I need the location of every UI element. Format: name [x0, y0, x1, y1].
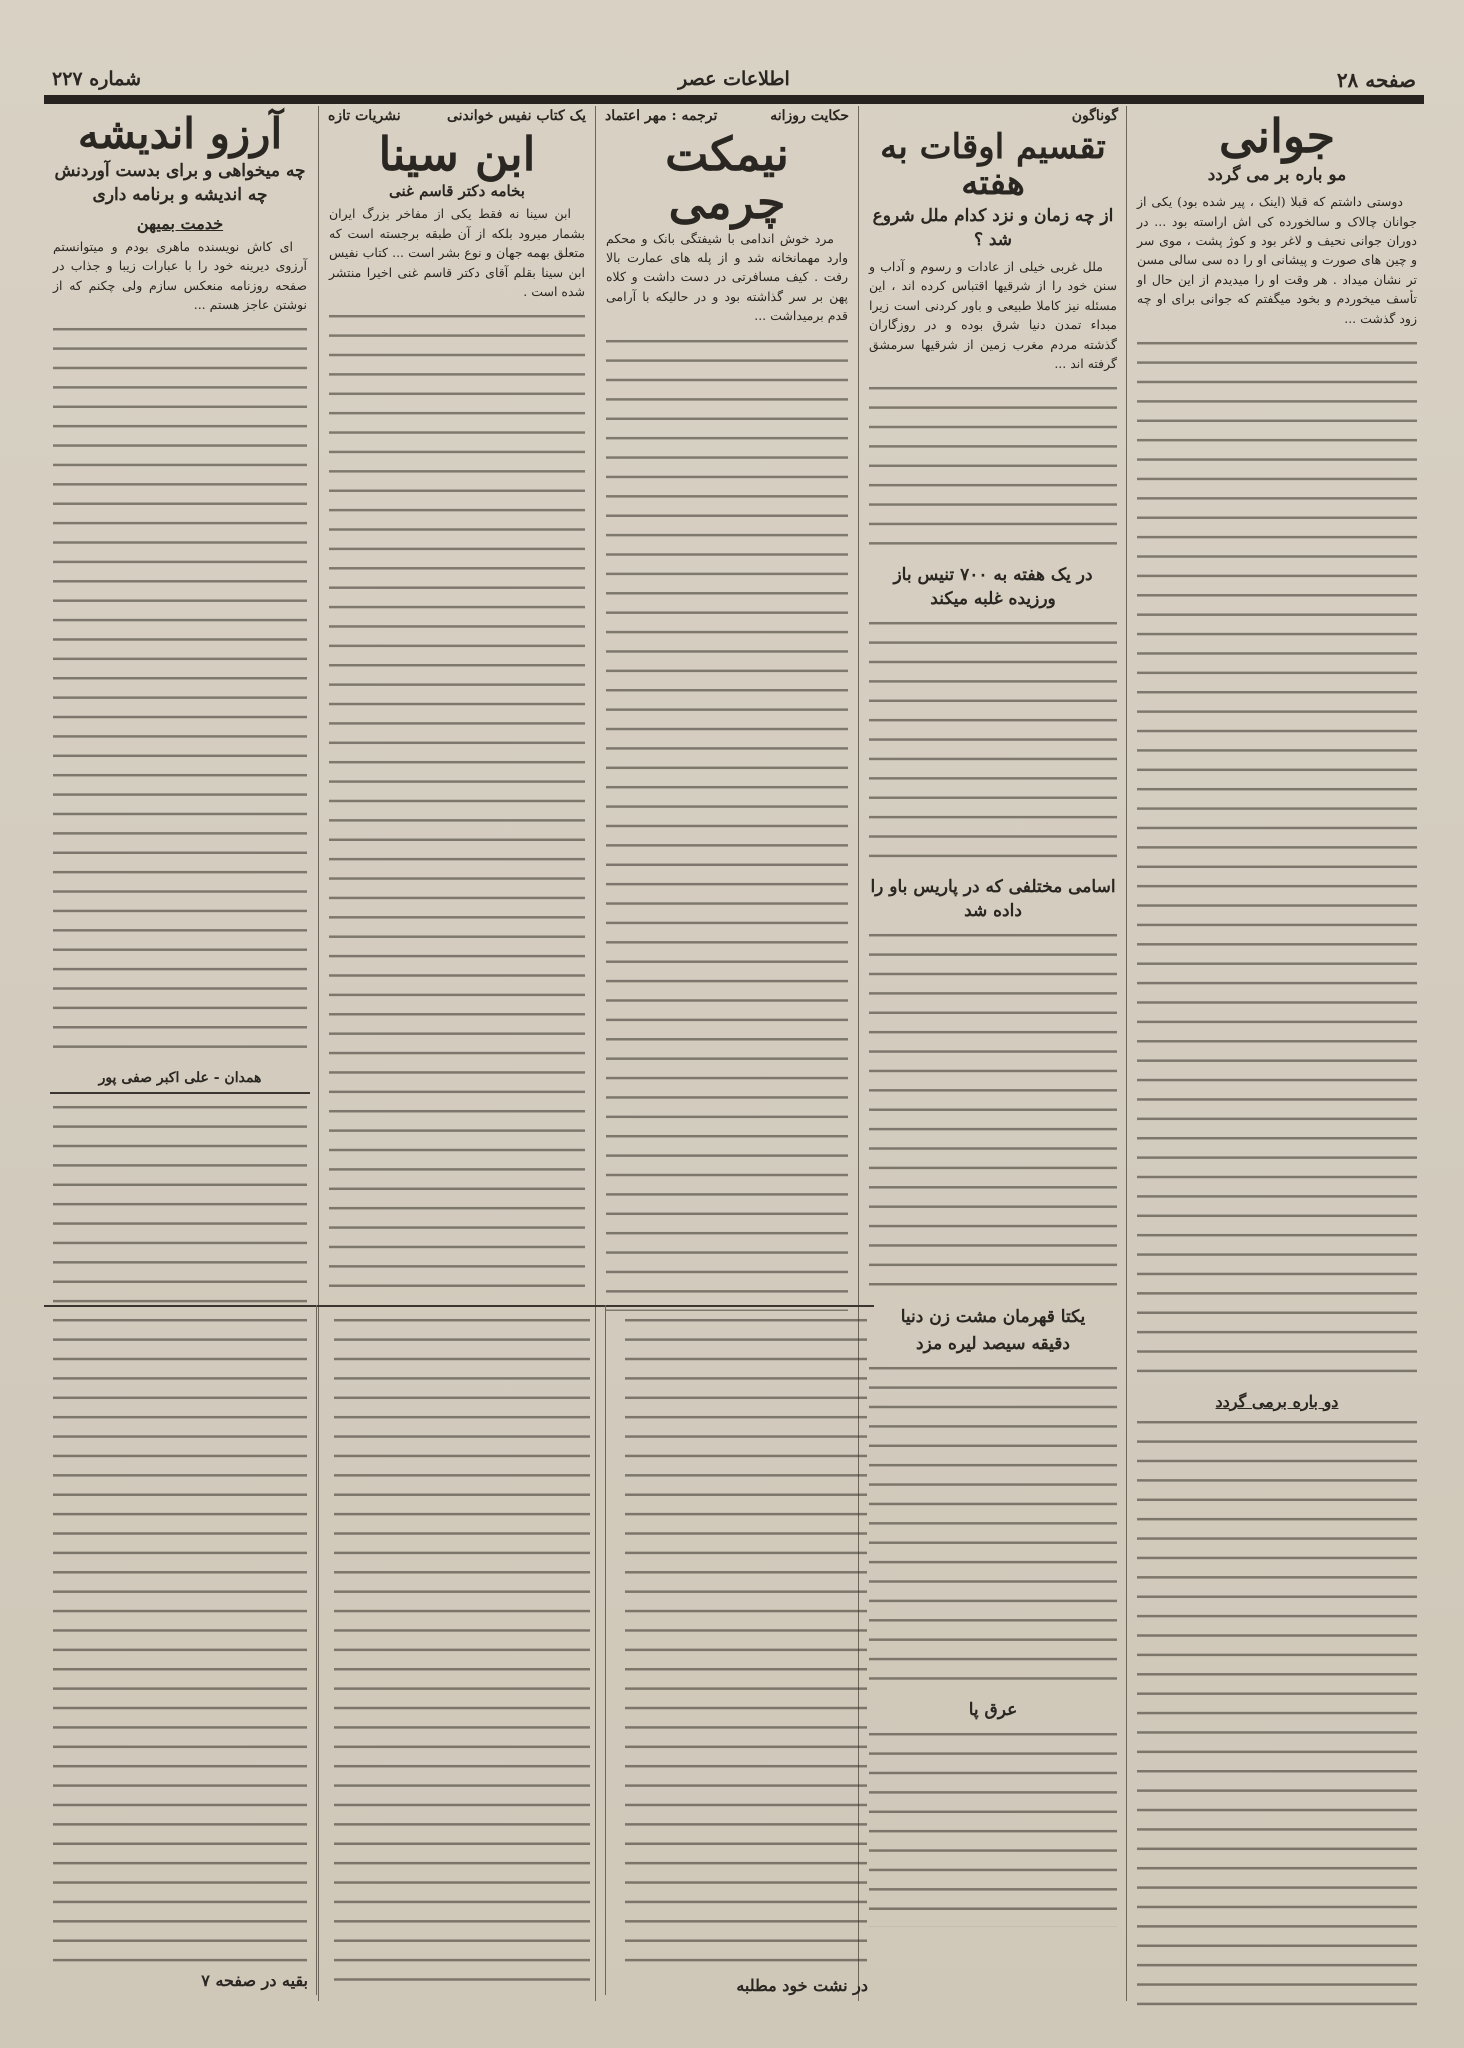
article-text: ابن سینا نه فقط یکی از مفاخر بزرگ ایران بشمار میرود بلکه از آن طبقه برجسته است که متعلق بهمه جهان و نوع بشر است ... کتاب نفیس ابن سینا بقلم آقای دکتر قاسم غنی اخیرا منتشر شده است .	[329, 206, 585, 299]
article-title: تقسیم اوقات به هفته	[880, 127, 1106, 203]
body-text-block	[1137, 1415, 1417, 2006]
section-heading: اسامی مختلفی که در پاریس باو را داده شد	[870, 877, 1116, 921]
article-week-division	[862, 106, 1124, 2006]
body-text-block	[869, 1727, 1117, 1927]
header-rule	[44, 95, 1424, 104]
article-text: ای کاش نویسنده ماهری بودم و میتوانستم آرزوی دیرینه خود را با عبارات زیبا و جذاب در صفحه روزنامه منعکس سازم ولی چکنم که از نوشتن عاجز هستم ...	[53, 238, 307, 312]
article-text: مرد خوش اندامی با شیفتگی بانک و محکم وارد مهمانخانه شد و از پله های عمارت بالا رفت . کیف مسافرتی در دست داشت و کلاه پهن بر سر گذاشته بود و در حالیکه با آرامی قدم برمیداشت ...	[606, 230, 848, 324]
article-wishes	[46, 106, 314, 1311]
article-youth	[1130, 106, 1424, 2006]
body-text-block	[869, 928, 1117, 1298]
body-text-block	[869, 1361, 1117, 1691]
bottom-column	[618, 1311, 874, 1999]
article-kicker: گوناگون	[1071, 108, 1118, 124]
continued-page-note: بقیه در صفحه ۷	[201, 1971, 308, 1990]
continued-section	[44, 1305, 874, 2005]
article-title: آرزو اندیشه	[77, 109, 283, 158]
section-heading: عرق پا	[968, 1700, 1018, 1721]
article-title: نیمکت چرمی	[665, 127, 789, 230]
body-text-block	[606, 334, 848, 1311]
body-text-block	[869, 616, 1117, 868]
article-leather-bench	[599, 106, 855, 1311]
section-heading: یکتا قهرمان مشت زن دنیا	[900, 1306, 1086, 1327]
article-signature: همدان - علی اکبر صفی پور	[98, 1070, 262, 1087]
continued-label: در نشت خود مطلبه	[736, 1976, 868, 1995]
article-subtitle: از چه زمان و نزد کدام ملل شروع شد ؟	[872, 206, 1114, 251]
body-text-block	[329, 309, 585, 1289]
section-rule	[44, 1305, 874, 1307]
body-text-block	[625, 1313, 867, 1968]
bottom-column	[46, 1311, 314, 1994]
article-title: جوانی	[1218, 109, 1336, 163]
bottom-column	[327, 1311, 597, 2001]
body-text-block	[334, 1313, 590, 1993]
issue-number: شماره ۲۲۷	[52, 68, 142, 90]
article-section-heading: خدمت بمیهن	[136, 213, 224, 233]
article-text: دوستی داشتم که قبلا (اینک ، پیر شده بود) یکی از جوانان چالاک و سالخورده کی اش اراسته بود ... در دوران جوانی نحیف و لاغر بود و کوژ پشت ، موی سر و چین های صورت و پیشانی او را ده سی سالی مسن تر نشان میداد . هر وقت او را میدیدم از این حال او تأسف میخوردم و بخود میگفتم که جوانی برای او چه زود گذشت ...	[1137, 194, 1417, 326]
column-divider	[316, 1305, 317, 1995]
body-text-block	[53, 322, 307, 1062]
body-text-block	[53, 1313, 307, 1963]
masthead-title: اطلاعات عصر	[678, 68, 790, 90]
section-heading: در یک هفته به ۷۰۰ تنیس باز ورزیده غلبه میکند	[893, 565, 1093, 610]
page-number: صفحه ۲۸	[1336, 68, 1416, 92]
article-subtitle: چه میخواهی و برای بدست آوردنش چه اندیشه و برنامه داری	[54, 161, 306, 205]
article-section-heading: دو باره برمی گردد	[1215, 1391, 1339, 1411]
column-divider	[1126, 106, 1127, 2001]
article-title: ابن سینا	[378, 127, 536, 181]
column-divider	[605, 1305, 606, 1995]
article-subtitle: مو باره بر می گردد	[1207, 165, 1347, 186]
section-rule	[50, 1092, 310, 1094]
article-byline: بخامه دکتر قاسم غنی	[389, 182, 525, 201]
section-heading: دقیقه سیصد لیره مزد	[916, 1334, 1070, 1355]
article-kicker: حکایت روزانه ترجمه : مهر اعتماد	[605, 108, 849, 124]
body-text-block	[869, 381, 1117, 556]
article-text: ملل غربی خیلی از عادات و رسوم و آداب و سنن خود را از شرقیها اقتباس کرده اند ، این مسئله نیز کاملا طبیعی و باور کردنی است زیرا مبداء تمدن دنیا شرق بوده و در روزگاران گذشته مردم مغرب زمین از شرقیها سرمشق گرفته اند ...	[869, 258, 1117, 371]
article-kicker: یک کتاب نفیس خواندنی نشریات تازه	[328, 108, 586, 124]
article-ibn-sina	[322, 106, 592, 1311]
body-text-block	[53, 1100, 307, 1311]
body-text-block	[1137, 336, 1417, 1384]
